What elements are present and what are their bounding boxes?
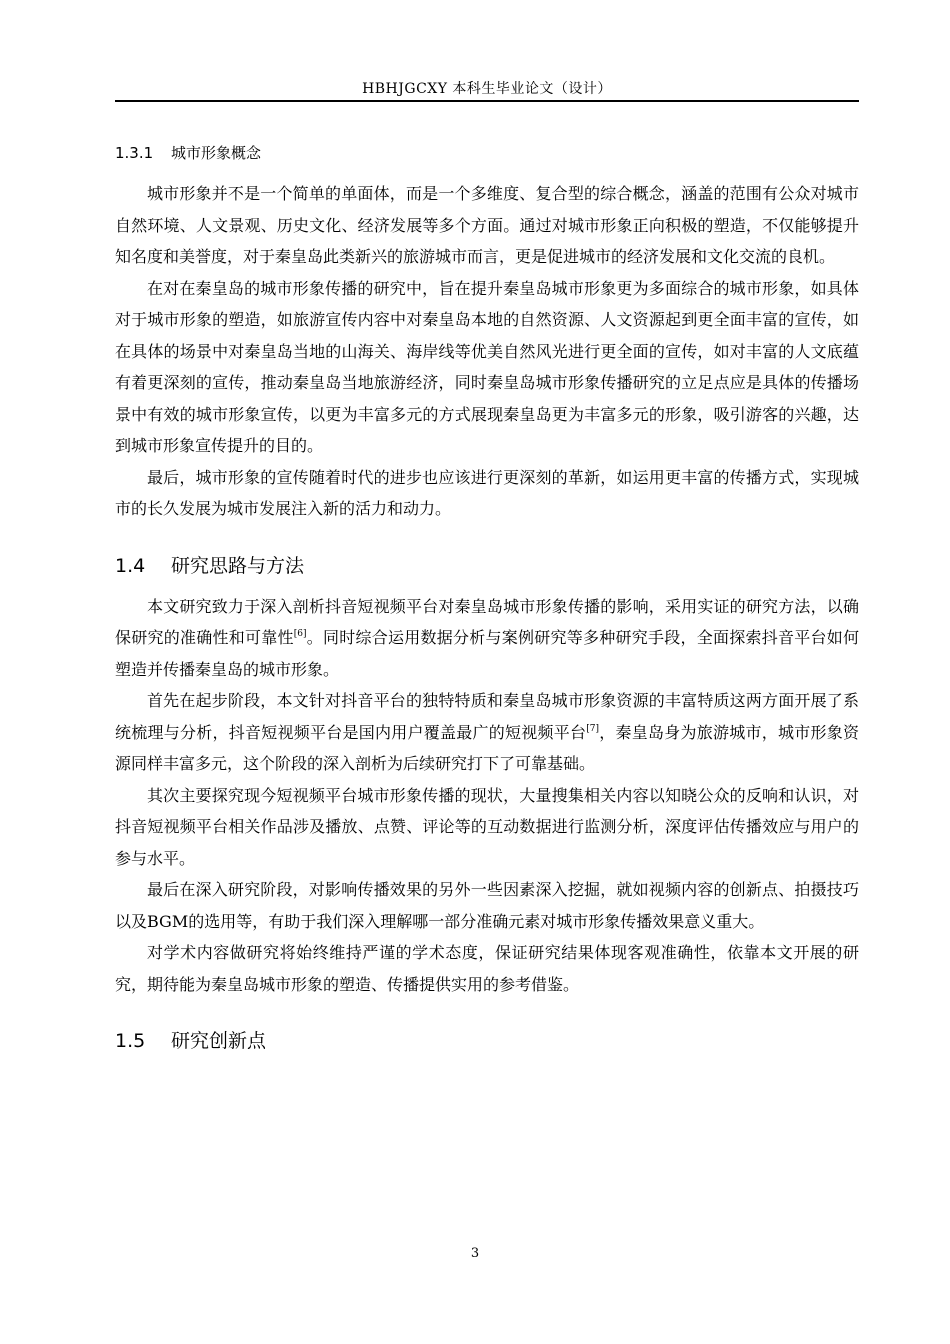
paragraph-text: 本文研究致力于深入剖析抖音短视频平台对秦皇岛城市形象传播的影响，采用实证的研究方法，以确保研究的准确性和可靠性: [115, 596, 859, 647]
page-number: 3: [470, 1246, 480, 1261]
page-body: [115, 138, 859, 1066]
paragraph: [115, 685, 859, 780]
paragraph: 最后在深入研究阶段，对影响传播效果的另外一些因素深入挖掘，就如视频内容的创新点、拍摄技巧以及BGM的选用等，有助于我们深入理解哪一部分准确元素对城市形象传播效果意义重大。: [115, 880, 859, 931]
section-title: 研究创新点: [171, 1030, 267, 1052]
paragraph: 在对在秦皇岛的城市形象传播的研究中，旨在提升秦皇岛城市形象更为多面综合的城市形象，如具体对于城市形象的塑造，如旅游宣传内容中对秦皇岛本地的自然资源、人文资源起到更全面丰富的宣传，如在具体的场景中对秦皇岛当地的山海关、海岸线等优美自然风光进行更全面的宣传，如对丰富的人文底蕴有着更深刻的宣传，推动秦皇岛当地旅游经济，同时秦皇岛城市形象传播研究的立足点应是具体的传播场景中有效的城市形象宣传，以更为丰富多元的方式展现秦皇岛更为丰富多元的形象，吸引游客的兴趣，达到城市形象宣传提升的目的。: [115, 278, 859, 455]
section-number: 1.4: [115, 554, 146, 577]
paragraph: 城市形象并不是一个简单的单面体，而是一个多维度、复合型的综合概念，涵盖的范围有公众对城市自然环境、人文景观、历史文化、经济发展等多个方面。通过对城市形象正向积极的塑造，不仅能够提升知名度和美誉度，对于秦皇岛此类新兴的旅游城市而言，更是促进城市的经济发展和文化交流的良机。: [115, 184, 859, 266]
paragraph-text: 首先在起步阶段，本文针对抖音平台的独特特质和秦皇岛城市形象资源的丰富特质这两方面开展了系统梳理与分析，抖音短视频平台是国内用户覆盖最广的短视频平台: [115, 691, 859, 742]
header-rule: [115, 100, 859, 102]
section-heading-1-3-1: [115, 138, 859, 168]
paragraph-text: 。同时综合运用数据分析与案例研究等多种研究手段，全面探索抖音平台如何塑造并传播秦皇岛的城市形象。: [115, 628, 859, 679]
section-title: 城市形象概念: [171, 144, 262, 162]
paragraph: 对学术内容做研究将始终维持严谨的学术态度，保证研究结果体现客观准确性，依靠本文开展的研究，期待能为秦皇岛城市形象的塑造、传播提供实用的参考借鉴。: [115, 943, 859, 994]
section-number: 1.3.1: [115, 144, 154, 162]
running-header: HBHJGCXY 本科生毕业论文（设计）: [362, 81, 612, 97]
section-heading-1-4: [115, 549, 859, 583]
section-heading-1-5: [115, 1024, 859, 1058]
section-number: 1.5: [115, 1030, 146, 1052]
paragraph: 其次主要探究现今短视频平台城市形象传播的现状，大量搜集相关内容以知晓公众的反响和认识，对抖音短视频平台相关作品涉及播放、点赞、评论等的互动数据进行监测分析，深度评估传播效应与用户的参与水平。: [115, 785, 859, 868]
section-title: 研究思路与方法: [171, 554, 305, 577]
citation-ref: [6]: [293, 629, 307, 639]
paragraph: [115, 591, 859, 686]
paragraph: 最后，城市形象的宣传随着时代的进步也应该进行更深刻的革新，如运用更丰富的传播方式，实现城市的长久发展为城市发展注入新的活力和动力。: [115, 467, 859, 518]
citation-ref: [7]: [586, 723, 599, 734]
paragraph-text: ，秦皇岛身为旅游城市，城市形象资源同样丰富多元，这个阶段的深入剖析为后续研究打下了可靠基础。: [115, 722, 859, 773]
